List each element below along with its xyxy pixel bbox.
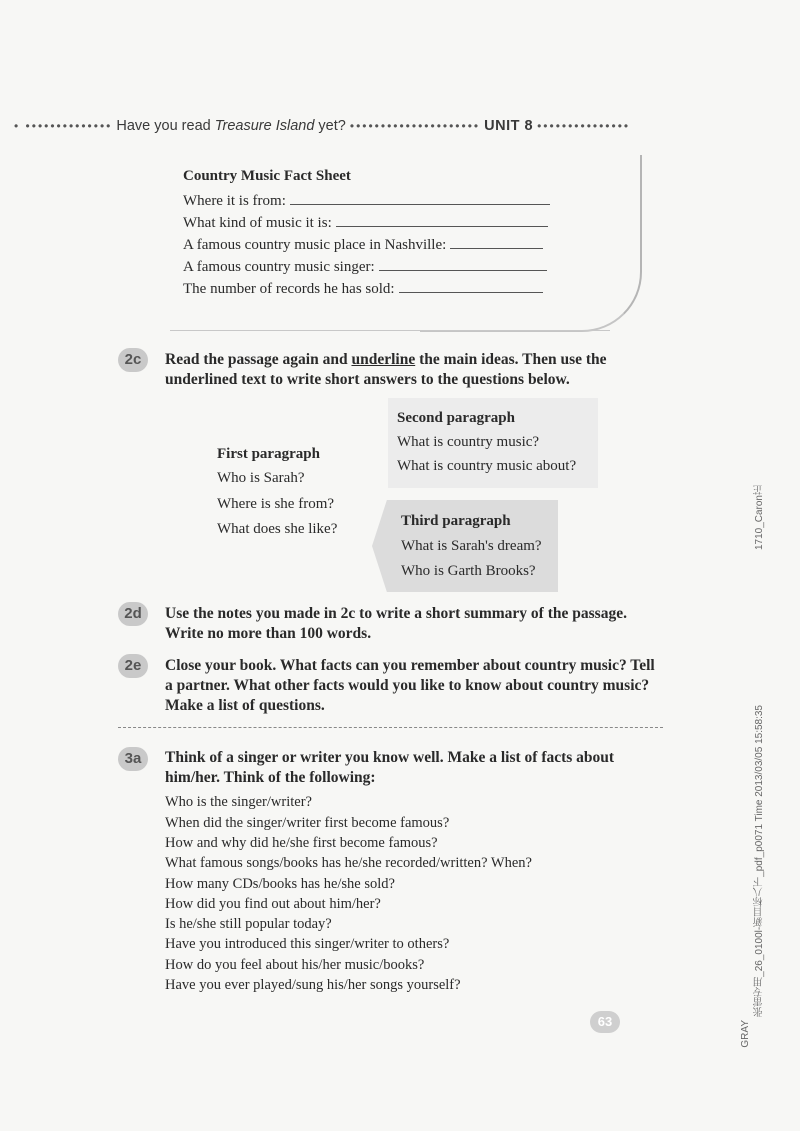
list-item: What famous songs/books has he/she recorded/written? When?: [165, 855, 532, 871]
section-divider: [118, 727, 663, 728]
list-item: Have you ever played/sung his/her songs yourself?: [165, 977, 461, 993]
list-item: Have you introduced this singer/writer to others?: [165, 936, 450, 952]
task-badge-2d: 2d: [118, 602, 148, 626]
task-3a-instruction: Think of a singer or writer you know well. Make a list of facts about him/her. Think of the following:: [165, 749, 615, 786]
fact-row: What kind of music it is:: [183, 212, 548, 232]
side-gray-label: GRAY: [740, 1020, 751, 1048]
first-paragraph-question: What does she like?: [217, 521, 338, 537]
second-paragraph-label: Second paragraph: [397, 410, 515, 426]
second-paragraph-question: What is country music?: [397, 434, 540, 450]
task-2c-instruction: Read the passage again and underline the main ideas. Then use the underlined text to write short answers to the questions below.: [165, 351, 607, 388]
answer-blank[interactable]: [336, 212, 548, 227]
list-item: How did you find out about him/her?: [165, 896, 381, 912]
list-item: How many CDs/books has he/she sold?: [165, 876, 395, 892]
side-code-text: 1710_Caron芷: [754, 485, 765, 551]
third-paragraph-question: What is Sarah's dream?: [401, 538, 542, 554]
page-number: 63: [590, 1011, 620, 1033]
first-paragraph-question: Who is Sarah?: [217, 470, 305, 486]
task-badge-2e: 2e: [118, 654, 148, 678]
task-badge-2c: 2c: [118, 348, 148, 372]
second-paragraph-question: What is country music about?: [397, 458, 577, 474]
fact-row: The number of records he has sold:: [183, 278, 543, 298]
task-2e-instruction: Close your book. What facts can you remember about country music? Tell a partner. What other facts would you like to know about country music? Make a list of questions.: [165, 657, 655, 714]
header-dots-left: • ••••••••••••••: [14, 119, 113, 133]
list-item: Who is the singer/writer?: [165, 794, 312, 810]
running-header: [14, 118, 754, 142]
task-badge-3a: 3a: [118, 747, 148, 771]
task-2d-instruction: Use the notes you made in 2c to write a short summary of the passage. Write no more than 100 words.: [165, 605, 627, 642]
fact-sheet-bottom-line: [170, 330, 610, 331]
answer-blank[interactable]: [290, 190, 550, 205]
fact-row: A famous country music place in Nashville:: [183, 234, 543, 254]
answer-blank[interactable]: [379, 256, 547, 271]
answer-blank[interactable]: [450, 234, 543, 249]
unit-label: UNIT 8: [484, 118, 534, 134]
list-item: How and why did he/she first become famous?: [165, 835, 438, 851]
list-item: Is he/she still popular today?: [165, 916, 332, 932]
fact-sheet-title: Country Music Fact Sheet: [183, 168, 351, 184]
list-item: How do you feel about his/her music/books?: [165, 957, 425, 973]
first-paragraph-question: Where is she from?: [217, 496, 335, 512]
answer-blank[interactable]: [399, 278, 543, 293]
list-item: When did the singer/writer first become famous?: [165, 815, 450, 831]
header-dots-mid: •••••••••••••••••••••: [349, 119, 481, 133]
header-dots-right: •••••••••••••••: [537, 119, 631, 133]
fact-row: Where it is from:: [183, 190, 550, 210]
third-paragraph-label: Third paragraph: [401, 513, 511, 529]
fact-row: A famous country music singer:: [183, 256, 547, 276]
side-print-info: 张雷专用_26_0100l-新目标八下_pdf_p0071 Time 2013/03/05 15:58:35: [754, 705, 765, 1017]
header-title: Have you read Treasure Island yet?: [116, 118, 346, 134]
first-paragraph-label: First paragraph: [217, 446, 320, 462]
third-paragraph-question: Who is Garth Brooks?: [401, 563, 536, 579]
